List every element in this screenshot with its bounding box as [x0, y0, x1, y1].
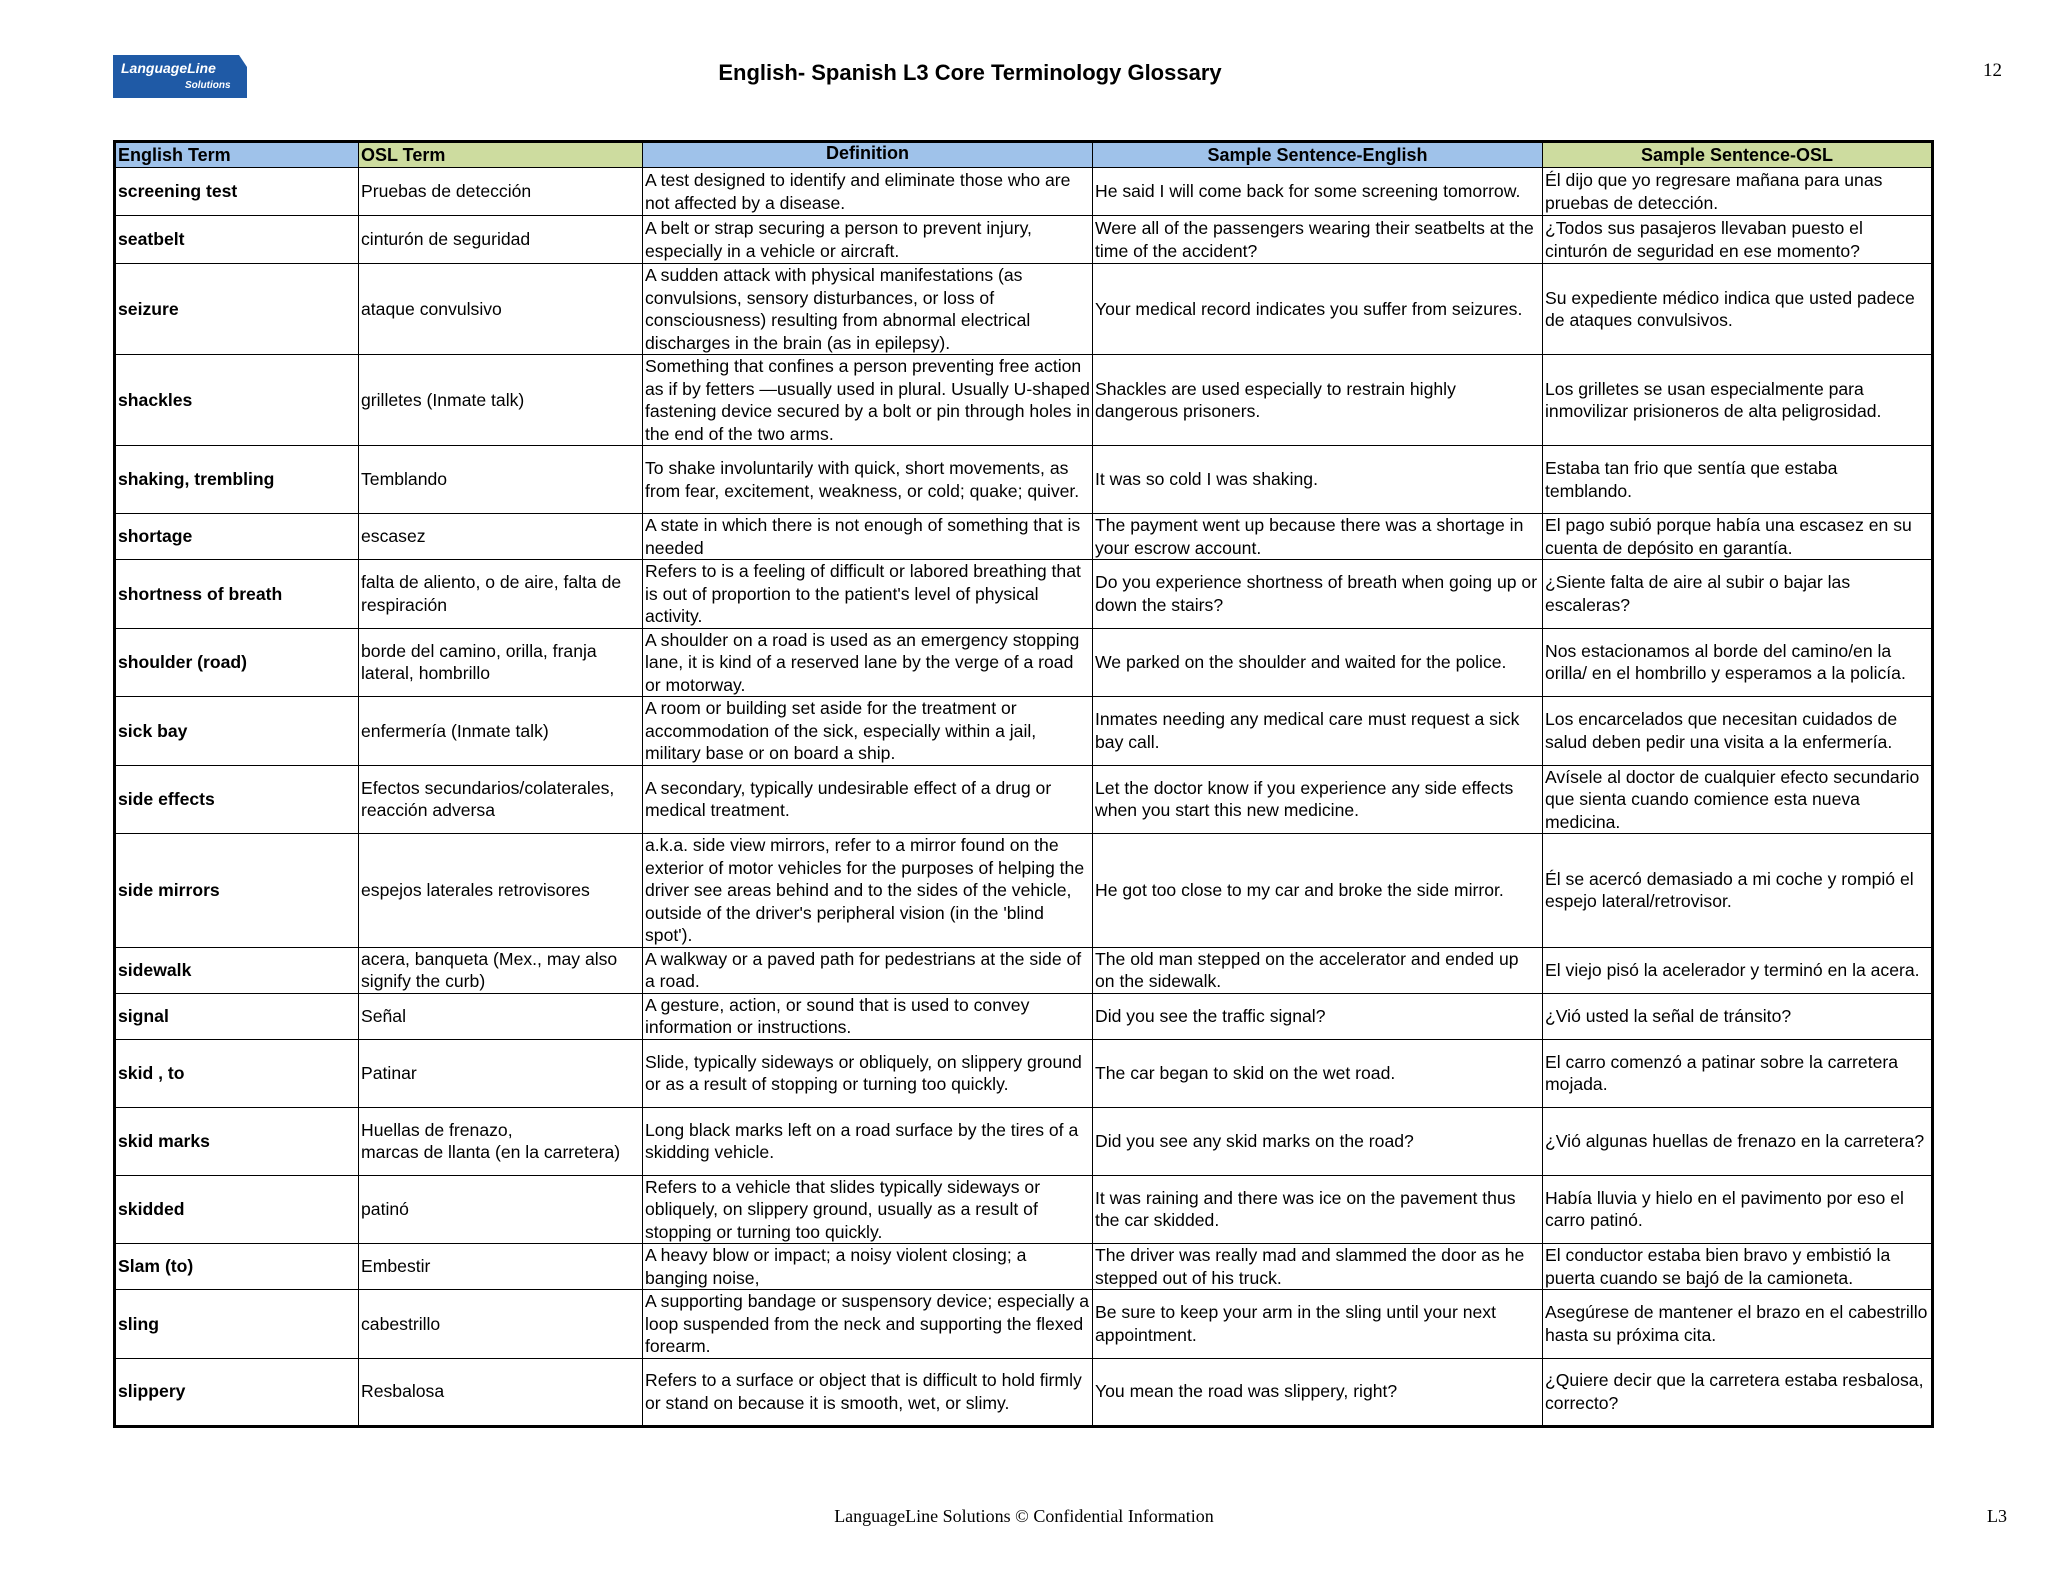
- cell-sample-english: He got too close to my car and broke the side mirror.: [1093, 834, 1543, 948]
- cell-osl-term: Embestir: [359, 1244, 643, 1290]
- cell-definition: A supporting bandage or suspensory device; especially a loop suspended from the neck and supporting the flexed forearm.: [643, 1290, 1093, 1359]
- cell-sample-osl: El carro comenzó a patinar sobre la carretera mojada.: [1543, 1039, 1933, 1107]
- cell-english-term: side mirrors: [115, 834, 359, 948]
- cell-sample-osl: ¿Todos sus pasajeros llevaban puesto el cinturón de seguridad en ese momento?: [1543, 216, 1933, 264]
- cell-definition: Refers to a surface or object that is difficult to hold firmly or stand on because it is smooth, wet, or slimy.: [643, 1358, 1093, 1426]
- logo-text-bottom: Solutions: [185, 80, 231, 91]
- column-header-definition: Definition: [643, 142, 1093, 168]
- cell-sample-english: Were all of the passengers wearing their seatbelts at the time of the accident?: [1093, 216, 1543, 264]
- cell-english-term: slippery: [115, 1358, 359, 1426]
- cell-osl-term: Efectos secundarios/colaterales, reacción adversa: [359, 765, 643, 834]
- cell-sample-english: The driver was really mad and slammed the door as he stepped out of his truck.: [1093, 1244, 1543, 1290]
- cell-sample-osl: Él dijo que yo regresare mañana para unas pruebas de detección.: [1543, 168, 1933, 216]
- table-row: [115, 993, 1933, 1039]
- cell-osl-term: grilletes (Inmate talk): [359, 355, 643, 446]
- cell-sample-english: Let the doctor know if you experience any side effects when you start this new medicine.: [1093, 765, 1543, 834]
- cell-english-term: seatbelt: [115, 216, 359, 264]
- cell-sample-osl: El viejo pisó la acelerador y terminó en la acera.: [1543, 947, 1933, 993]
- cell-definition: A test designed to identify and eliminate those who are not affected by a disease.: [643, 168, 1093, 216]
- cell-sample-english: The payment went up because there was a shortage in your escrow account.: [1093, 514, 1543, 560]
- cell-english-term: sick bay: [115, 697, 359, 766]
- column-header-english-term: English Term: [115, 142, 359, 168]
- cell-osl-term: patinó: [359, 1175, 643, 1244]
- cell-definition: A state in which there is not enough of something that is needed: [643, 514, 1093, 560]
- cell-english-term: shortage: [115, 514, 359, 560]
- cell-osl-term: Resbalosa: [359, 1358, 643, 1426]
- table-row: [115, 765, 1933, 834]
- footer-confidential: LanguageLine Solutions © Confidential Information: [834, 1506, 1214, 1526]
- cell-sample-osl: El conductor estaba bien bravo y embistió la puerta cuando se bajó de la camioneta.: [1543, 1244, 1933, 1290]
- cell-english-term: skid marks: [115, 1107, 359, 1175]
- cell-osl-term: escasez: [359, 514, 643, 560]
- cell-sample-english: Be sure to keep your arm in the sling until your next appointment.: [1093, 1290, 1543, 1359]
- cell-sample-osl: Asegúrese de mantener el brazo en el cabestrillo hasta su próxima cita.: [1543, 1290, 1933, 1359]
- cell-sample-english: It was so cold I was shaking.: [1093, 446, 1543, 514]
- cell-sample-osl: Él se acercó demasiado a mi coche y rompió el espejo lateral/retrovisor.: [1543, 834, 1933, 948]
- languageline-logo: [113, 55, 247, 98]
- cell-sample-english: Shackles are used especially to restrain highly dangerous prisoners.: [1093, 355, 1543, 446]
- table-row: [115, 446, 1933, 514]
- cell-sample-osl: ¿Vió algunas huellas de frenazo en la carretera?: [1543, 1107, 1933, 1175]
- cell-english-term: shoulder (road): [115, 628, 359, 697]
- cell-sample-osl: Los grilletes se usan especialmente para inmovilizar prisioneros de alta peligrosidad.: [1543, 355, 1933, 446]
- cell-english-term: side effects: [115, 765, 359, 834]
- cell-definition: Slide, typically sideways or obliquely, on slippery ground or as a result of stopping or turning too quickly.: [643, 1039, 1093, 1107]
- table-row: [115, 947, 1933, 993]
- cell-english-term: Slam (to): [115, 1244, 359, 1290]
- table-row: [115, 1358, 1933, 1426]
- cell-definition: A shoulder on a road is used as an emergency stopping lane, it is kind of a reserved lane by the verge of a road or motorway.: [643, 628, 1093, 697]
- cell-osl-term: enfermería (Inmate talk): [359, 697, 643, 766]
- cell-sample-english: Inmates needing any medical care must request a sick bay call.: [1093, 697, 1543, 766]
- cell-sample-english: We parked on the shoulder and waited for the police.: [1093, 628, 1543, 697]
- column-header-sample-english: Sample Sentence-English: [1093, 142, 1543, 168]
- table-row: [115, 834, 1933, 948]
- cell-english-term: sling: [115, 1290, 359, 1359]
- cell-sample-osl: Su expediente médico indica que usted padece de ataques convulsivos.: [1543, 264, 1933, 355]
- table-row: [115, 264, 1933, 355]
- cell-definition: Something that confines a person preventing free action as if by fetters —usually used in plural. Usually U-shaped fastening device secured by a bolt or pin through holes in the end of the two arms.: [643, 355, 1093, 446]
- cell-osl-term: Pruebas de detección: [359, 168, 643, 216]
- table-row: [115, 216, 1933, 264]
- page-number: 12: [1983, 60, 2002, 81]
- cell-english-term: seizure: [115, 264, 359, 355]
- cell-english-term: skid , to: [115, 1039, 359, 1107]
- cell-sample-osl: Avísele al doctor de cualquier efecto secundario que sienta cuando comience esta nueva medicina.: [1543, 765, 1933, 834]
- column-header-osl-term: OSL Term: [359, 142, 643, 168]
- cell-osl-term: cabestrillo: [359, 1290, 643, 1359]
- cell-sample-english: You mean the road was slippery, right?: [1093, 1358, 1543, 1426]
- cell-sample-english: The old man stepped on the accelerator and ended up on the sidewalk.: [1093, 947, 1543, 993]
- cell-definition: Refers to a vehicle that slides typically sideways or obliquely, on slippery ground, usually as a result of stopping or turning too quickly.: [643, 1175, 1093, 1244]
- cell-definition: A sudden attack with physical manifestations (as convulsions, sensory disturbances, or loss of consciousness) resulting from abnormal electrical discharges in the brain (as in epilepsy).: [643, 264, 1093, 355]
- cell-sample-osl: ¿Quiere decir que la carretera estaba resbalosa, correcto?: [1543, 1358, 1933, 1426]
- cell-definition: A gesture, action, or sound that is used to convey information or instructions.: [643, 993, 1093, 1039]
- table-row: [115, 1290, 1933, 1359]
- cell-definition: To shake involuntarily with quick, short movements, as from fear, excitement, weakness, or cold; quake; quiver.: [643, 446, 1093, 514]
- column-header-sample-osl: Sample Sentence-OSL: [1543, 142, 1933, 168]
- cell-sample-osl: Nos estacionamos al borde del camino/en la orilla/ en el hombrillo y esperamos a la policía.: [1543, 628, 1933, 697]
- table-row: [115, 697, 1933, 766]
- cell-english-term: sidewalk: [115, 947, 359, 993]
- cell-sample-osl: El pago subió porque había una escasez en su cuenta de depósito en garantía.: [1543, 514, 1933, 560]
- cell-definition: Refers to is a feeling of difficult or labored breathing that is out of proportion to the patient's level of physical activity.: [643, 560, 1093, 629]
- logo-text-top: LanguageLine: [121, 60, 216, 76]
- cell-sample-english: He said I will come back for some screening tomorrow.: [1093, 168, 1543, 216]
- cell-osl-term: falta de aliento, o de aire, falta de respiración: [359, 560, 643, 629]
- cell-definition: A heavy blow or impact; a noisy violent closing; a banging noise,: [643, 1244, 1093, 1290]
- cell-osl-term: espejos laterales retrovisores: [359, 834, 643, 948]
- table-row: [115, 1039, 1933, 1107]
- cell-osl-term: acera, banqueta (Mex., may also signify the curb): [359, 947, 643, 993]
- cell-sample-english: Did you see any skid marks on the road?: [1093, 1107, 1543, 1175]
- cell-osl-term: Huellas de frenazo, marcas de llanta (en la carretera): [359, 1107, 643, 1175]
- table-row: [115, 514, 1933, 560]
- cell-definition: A secondary, typically undesirable effect of a drug or medical treatment.: [643, 765, 1093, 834]
- cell-osl-term: borde del camino, orilla, franja lateral, hombrillo: [359, 628, 643, 697]
- footer-code: L3: [1987, 1506, 2007, 1526]
- cell-sample-osl: ¿Vió usted la señal de tránsito?: [1543, 993, 1933, 1039]
- cell-english-term: shackles: [115, 355, 359, 446]
- cell-sample-english: Did you see the traffic signal?: [1093, 993, 1543, 1039]
- cell-english-term: shortness of breath: [115, 560, 359, 629]
- table-row: [115, 168, 1933, 216]
- glossary-table: [113, 140, 1934, 1428]
- cell-english-term: signal: [115, 993, 359, 1039]
- cell-definition: A belt or strap securing a person to prevent injury, especially in a vehicle or aircraft.: [643, 216, 1093, 264]
- table-row: [115, 1244, 1933, 1290]
- table-row: [115, 1107, 1933, 1175]
- cell-definition: Long black marks left on a road surface by the tires of a skidding vehicle.: [643, 1107, 1093, 1175]
- cell-sample-english: The car began to skid on the wet road.: [1093, 1039, 1543, 1107]
- cell-osl-term: ataque convulsivo: [359, 264, 643, 355]
- cell-sample-english: Your medical record indicates you suffer from seizures.: [1093, 264, 1543, 355]
- cell-osl-term: Patinar: [359, 1039, 643, 1107]
- cell-english-term: skidded: [115, 1175, 359, 1244]
- cell-osl-term: Temblando: [359, 446, 643, 514]
- document-title: English- Spanish L3 Core Terminology Glossary: [718, 60, 1222, 85]
- cell-osl-term: Señal: [359, 993, 643, 1039]
- cell-sample-osl: Había lluvia y hielo en el pavimento por eso el carro patinó.: [1543, 1175, 1933, 1244]
- cell-sample-osl: Estaba tan frio que sentía que estaba temblando.: [1543, 446, 1933, 514]
- glossary-body: [115, 168, 1933, 1427]
- table-row: [115, 628, 1933, 697]
- cell-sample-osl: ¿Siente falta de aire al subir o bajar las escaleras?: [1543, 560, 1933, 629]
- cell-sample-osl: Los encarcelados que necesitan cuidados de salud deben pedir una visita a la enfermería.: [1543, 697, 1933, 766]
- cell-definition: A room or building set aside for the treatment or accommodation of the sick, especially within a jail, military base or on board a ship.: [643, 697, 1093, 766]
- table-row: [115, 355, 1933, 446]
- cell-english-term: shaking, trembling: [115, 446, 359, 514]
- cell-english-term: screening test: [115, 168, 359, 216]
- cell-definition: A walkway or a paved path for pedestrians at the side of a road.: [643, 947, 1093, 993]
- cell-osl-term: cinturón de seguridad: [359, 216, 643, 264]
- cell-definition: a.k.a. side view mirrors, refer to a mirror found on the exterior of motor vehicles for the purposes of helping the driver see areas behind and to the sides of the vehicle, outside of the driver's peripheral vision (in the 'blind spot').: [643, 834, 1093, 948]
- table-header-row: [115, 142, 1933, 168]
- table-row: [115, 1175, 1933, 1244]
- cell-sample-english: Do you experience shortness of breath when going up or down the stairs?: [1093, 560, 1543, 629]
- cell-sample-english: It was raining and there was ice on the pavement thus the car skidded.: [1093, 1175, 1543, 1244]
- table-row: [115, 560, 1933, 629]
